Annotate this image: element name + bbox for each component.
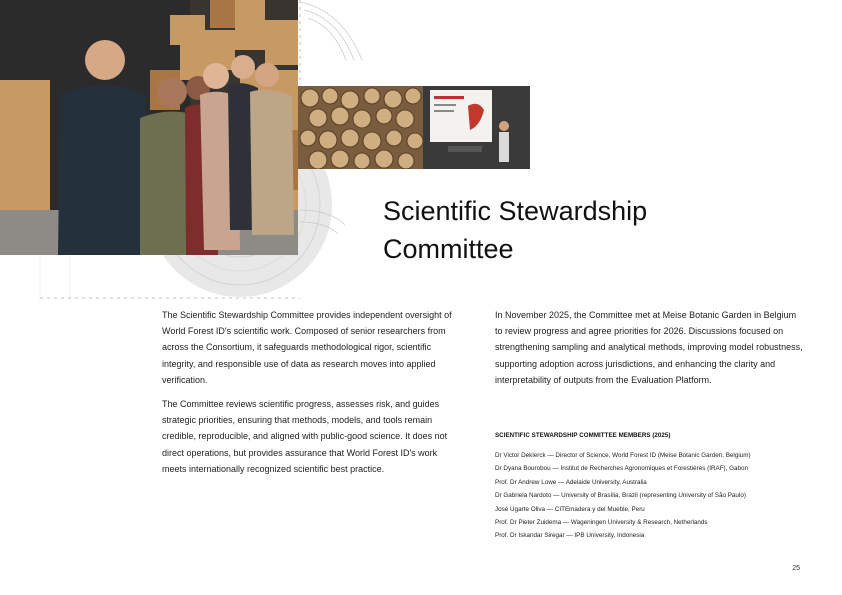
meeting-column bbox=[495, 307, 805, 396]
page-title bbox=[383, 192, 763, 268]
hero-image-collage bbox=[0, 0, 370, 300]
member-item: José Ugarte Oliva — CITEmadera y del Mueble, Peru bbox=[495, 505, 645, 513]
member-item: Dr Dyana Bourobou — Institut de Recherches Agronomiques et Forestières (IRAF), Gabon bbox=[495, 465, 749, 473]
member-item: Prof. Dr Iskandar Siregar — IPB University, Indonesia bbox=[495, 532, 645, 540]
committee-meeting-photo bbox=[298, 86, 530, 169]
committee-group-photo bbox=[0, 0, 298, 255]
meeting-paragraph: In November 2025, the Committee met at Meise Botanic Garden in Belgium to review progress and agree priorities for 2026. Discussions focused on strengthening sampling and analytical methods, improving model robustness, supporting adoption across jurisdictions, and enhancing the clarity and interpretability of outputs from the Evaluation Platform. bbox=[495, 310, 803, 385]
intro-column bbox=[162, 307, 462, 485]
members-heading: SCIENTIFIC STEWARDSHIP COMMITTEE MEMBERS (2025) bbox=[495, 432, 671, 439]
member-item: Dr Victor Deklerck — Director of Science, World Forest ID (Meise Botanic Garden, Belgium) bbox=[495, 452, 751, 459]
title-line-1: Scientific Stewardship bbox=[383, 196, 648, 226]
member-item: Prof. Dr Andrew Lowe — Adelaide University, Australia bbox=[495, 478, 647, 486]
member-item: Dr Gabriela Nardoto — University of Brasília, Brazil (representing University of São Paulo) bbox=[495, 492, 746, 500]
intro-paragraph-2: The Committee reviews scientific progress, assesses risk, and guides strategic priorities, ensuring that methods, models, and tools remain credible, reproducible, and aligned with public-good science. It does not direct operations, but provides assurance that World Forest ID's work meets internationally recognized scientific best practice. bbox=[162, 399, 448, 474]
members-list bbox=[495, 432, 815, 543]
page-number: 25 bbox=[792, 565, 800, 572]
member-item: Prof. Dr Pieter Zuidema — Wageningen University & Research, Netherlands bbox=[495, 519, 708, 527]
title-line-2: Committee bbox=[383, 234, 514, 264]
intro-paragraph-1: The Scientific Stewardship Committee provides independent oversight of World Forest ID's scientific work. Composed of senior researchers from across the Consortium, it safeguards methodological rigor, scientific integrity, and responsible use of data as research moves into applied verification. bbox=[162, 310, 452, 385]
